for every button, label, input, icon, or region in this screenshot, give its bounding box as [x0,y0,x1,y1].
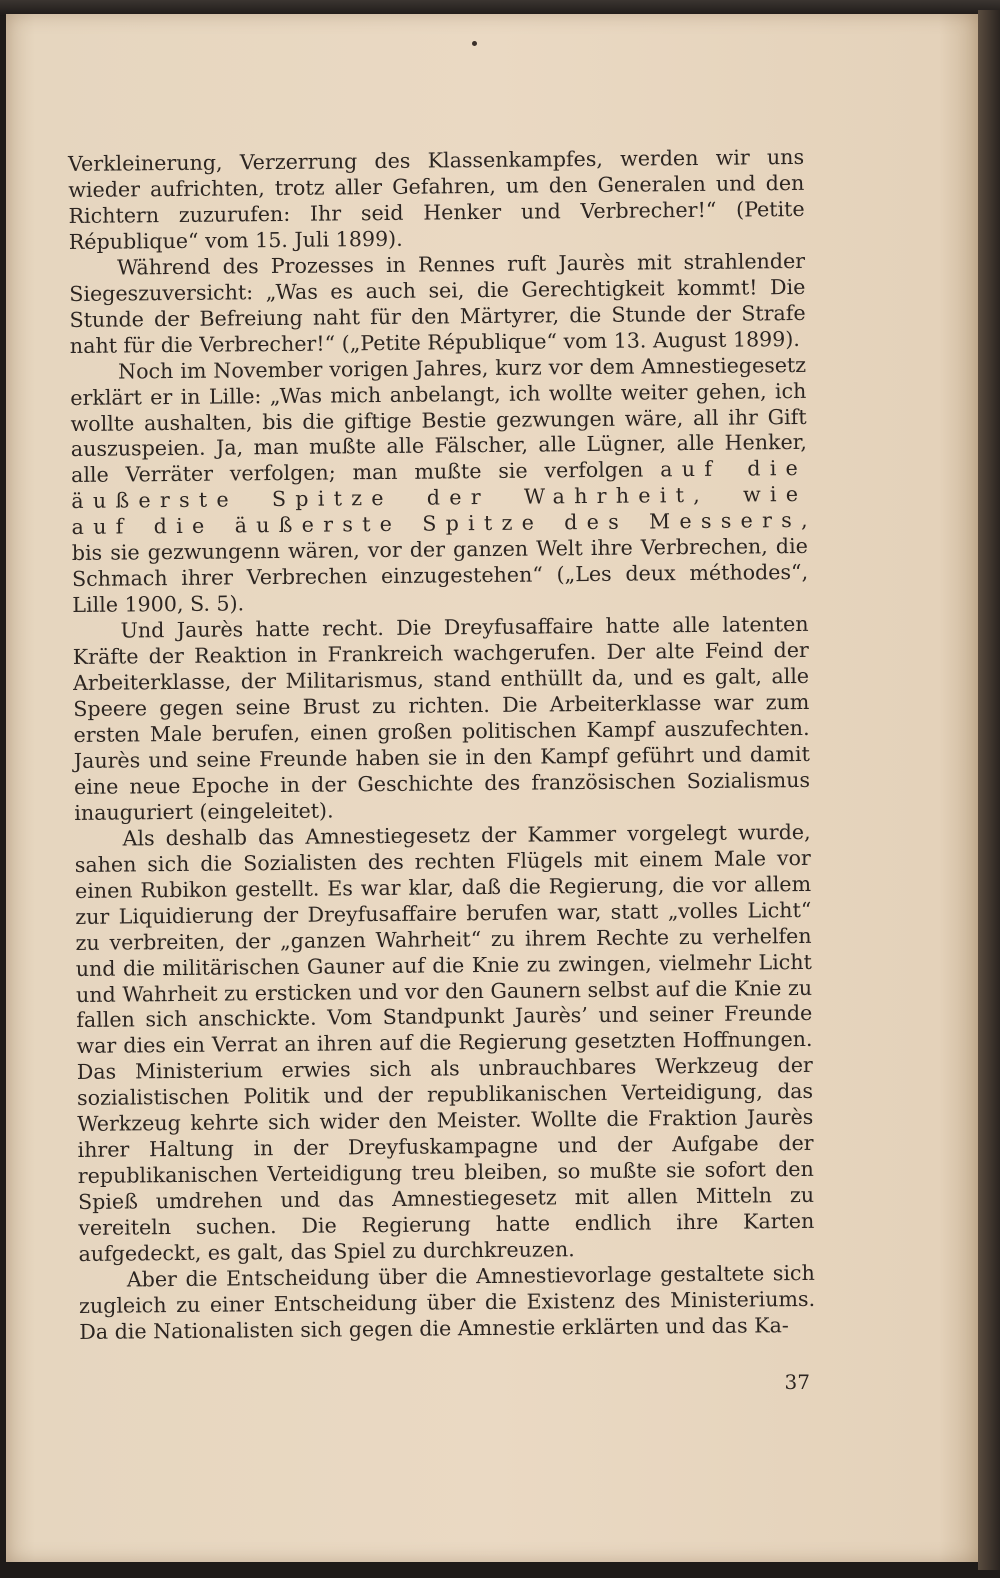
paragraph [79,1261,816,1346]
text-run: Und Jaurès hatte recht. Die Dreyfusaffaire hatte alle latenten Kräfte der Reaktion in Frankreich wachgerufen. Der alte Feind der Arbeiterklasse, der Militarismus, stand enthüllt da, und es galt, alle Speere gegen seine Brust zu richten. Die Arbeiterklasse war zum ersten Male berufen, einen großen politischen Kampf auszufechten. Jaurès und seine Freunde haben sie in den Kampf geführt und damit eine neue Epoche in der Geschichte des französischen Sozialismus inauguriert (eingeleitet). [72,612,811,825]
paragraph [72,612,810,827]
paragraph [74,820,814,1268]
page-number: 37 [784,1370,810,1394]
printer-dot-mark [472,41,477,46]
text-run: , bis sie gezwungenn wären, vor der ganzen Welt ihre Verbrechen, die Schmach ihrer Verbrechen einzugestehen“ („Les deux méthodes“, Lille 1900, S. 5). [71,508,809,618]
text-run: Während des Prozesses in Rennes ruft Jaurès mit strahlender Siegeszuversicht: „Was es auch sei, die Gerechtigkeit kommt! Die Stunde der Befreiung naht für den Märtyrer, die Stunde der Strafe naht für die Verbrecher!“ („Petite République“ vom 13. August 1899). [69,248,806,358]
book-cover-edge [978,10,1000,1570]
text-run: Verkleinerung, Verzerrung des Klassenkampfes, werden wir uns wieder aufrichten, trotz aller Gefahren, um den Generalen und den Richtern zuzurufen: Ihr seid Henker und Verbrecher!“ (Petite République“ vom 15. Juli 1899). [68,144,805,254]
paragraph [69,249,806,360]
emphasis-spaced-text: auf die äußerste Spitze der Wahrheit, wie auf die äußerste Spitze des Messers [71,456,808,540]
text-run: Aber die Entscheidung über die Amnestievorlage gestaltete sich zugleich zu einer Entscheidung über die Existenz des Ministeriums. Da die Nationalisten sich gegen die Amnestie erklärten und das Ka- [78,1260,816,1344]
paragraph [68,145,805,256]
body-text [68,145,815,1346]
paragraph [70,353,808,620]
text-run: Als deshalb das Amnestiegesetz der Kammer vorgelegt wurde, sahen sich die Sozialisten des rechten Flügels mit einem Male vor einen Rubikon gestellt. Es war klar, daß die Regierung, die vor allem zur Liquidierung der Dreyfusaffaire berufen war, statt „volles Licht“ zu verbreiten, der „ganzen Wahrheit“ zu ihrem Rechte zu verhelfen und die militärischen Gauner auf die Knie zu zwingen, vielmehr Licht und Wahrheit zu ersticken und vor den Gaunern selbst auf die Knie zu fallen sich anschickte. Vom Standpunkt Jaurès’ und seiner Freunde war dies ein Verrat an ihren auf die Regierung gesetzten Hoffnungen. Das Ministerium erwies sich als unbrauchbares Werkzeug der sozialistischen Politik und der republikanischen Verteidigung, das Werkzeug kehrte sich wider den Meister. Wollte die Fraktion Jaurès ihrer Haltung in der Dreyfuskampagne und der Aufgabe der republikanischen Verteidigung treu bleiben, so mußte sie sofort den Spieß umdrehen und das Amnestiegesetz mit allen Mitteln zu vereiteln suchen. Die Regierung hatte endlich ihre Karten aufgedeckt, es galt, das Spiel zu durchkreuzen. [74,819,815,1266]
text-run: Noch im November vorigen Jahres, kurz vor dem Amnestiegesetz erklärt er in Lille: „Was mich anbelangt, ich wollte weiter gehen, ich wollte aushalten, bis die giftige Bestie gezwungen wäre, all ihr Gift auszuspeien. Ja, man mußte alle Fälscher, alle Lügner, alle Henker, alle Verräter verfolgen; man mußte sie verfolgen [70,352,807,488]
